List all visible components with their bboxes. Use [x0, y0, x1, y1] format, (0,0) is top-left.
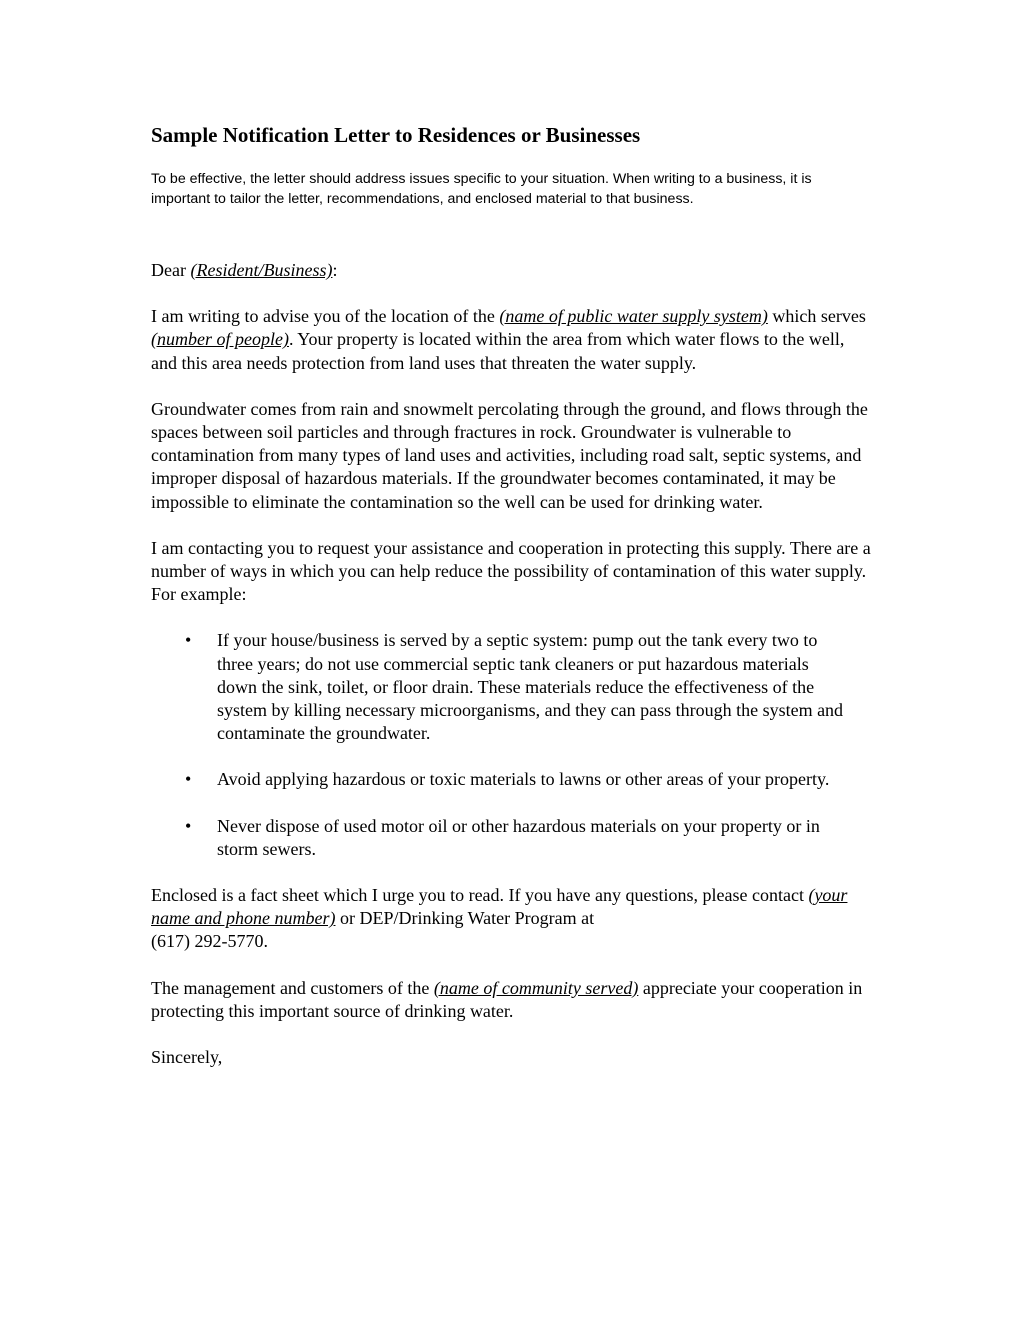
paragraph-request: I am contacting you to request your assistance and cooperation in protecting this supply. There are a number of ways in which you can help reduce the possibility of contamination of this water supply. For example: — [151, 537, 871, 605]
paragraph-appreciation — [151, 977, 871, 1023]
list-item-text: Avoid applying hazardous or toxic materials to lawns or other areas of your property. — [217, 769, 830, 790]
list-item-text: If your house/business is served by a septic system: pump out the tank every two to three years; do not use commercial septic tank cleaners or put hazardous materials down the sink, toilet, or floor drain. These materials reduce the effectiveness of the system by killing necessary microorganisms, and they can pass through the system and contaminate the groundwater. — [217, 630, 844, 744]
placeholder-number-of-people: (number of people) — [151, 329, 289, 350]
placeholder-contact: (your name and phone number) — [151, 885, 848, 929]
salutation — [151, 259, 871, 282]
placeholder-system-name: (name of public water supply system) — [499, 306, 768, 327]
list-item — [151, 768, 847, 791]
bullet-icon: • — [185, 630, 192, 651]
paragraph-contact — [151, 884, 871, 954]
recommendation-list — [151, 629, 871, 861]
salutation-suffix: : — [332, 260, 338, 280]
salutation-prefix: Dear — [151, 260, 191, 280]
paragraph-text: Enclosed is a fact sheet which I urge you to read. If you have any questions, please contact — [151, 885, 809, 906]
closing: Sincerely, — [151, 1047, 223, 1068]
paragraph-text: I am writing to advise you of the location of the — [151, 306, 500, 327]
paragraph-text: which serves — [767, 306, 866, 327]
page-title: Sample Notification Letter to Residences or Businesses — [151, 123, 641, 147]
document-page — [151, 118, 871, 1069]
paragraph-text: . Your property is located within the area from which water flows to the well, and this area needs protection from land uses that threaten the water supply. — [151, 329, 845, 373]
paragraph-text: or DEP/Drinking Water Program at — [335, 908, 595, 929]
phone-number: (617) 292-5770. — [151, 931, 268, 952]
list-item — [151, 815, 847, 861]
placeholder-community: (name of community served) — [433, 977, 639, 998]
bullet-icon: • — [185, 769, 192, 790]
paragraph-text: appreciate your cooperation in protecting this important source of drinking water. — [151, 977, 863, 1021]
placeholder-recipient: (Resident/Business) — [190, 260, 333, 280]
paragraph-location — [151, 305, 871, 375]
list-item-text: Never dispose of used motor oil or other hazardous materials on your property or in storm sewers. — [217, 815, 820, 859]
paragraph-text: The management and customers of the — [151, 977, 434, 998]
list-item — [151, 629, 847, 745]
bullet-icon: • — [185, 815, 192, 836]
intro-note: To be effective, the letter should address issues specific to your situation. When writing to a business, it is important to tailor the letter, recommendations, and enclosed material to that business. — [151, 171, 812, 207]
paragraph-groundwater: Groundwater comes from rain and snowmelt percolating through the ground, and flows through the spaces between soil particles and through fractures in rock. Groundwater is vulnerable to contamination from many types of land uses and activities, including road salt, septic systems, and improper disposal of hazardous materials. If the groundwater becomes contaminated, it may be impossible to eliminate the contamination so the well can be used for drinking water. — [151, 398, 868, 512]
